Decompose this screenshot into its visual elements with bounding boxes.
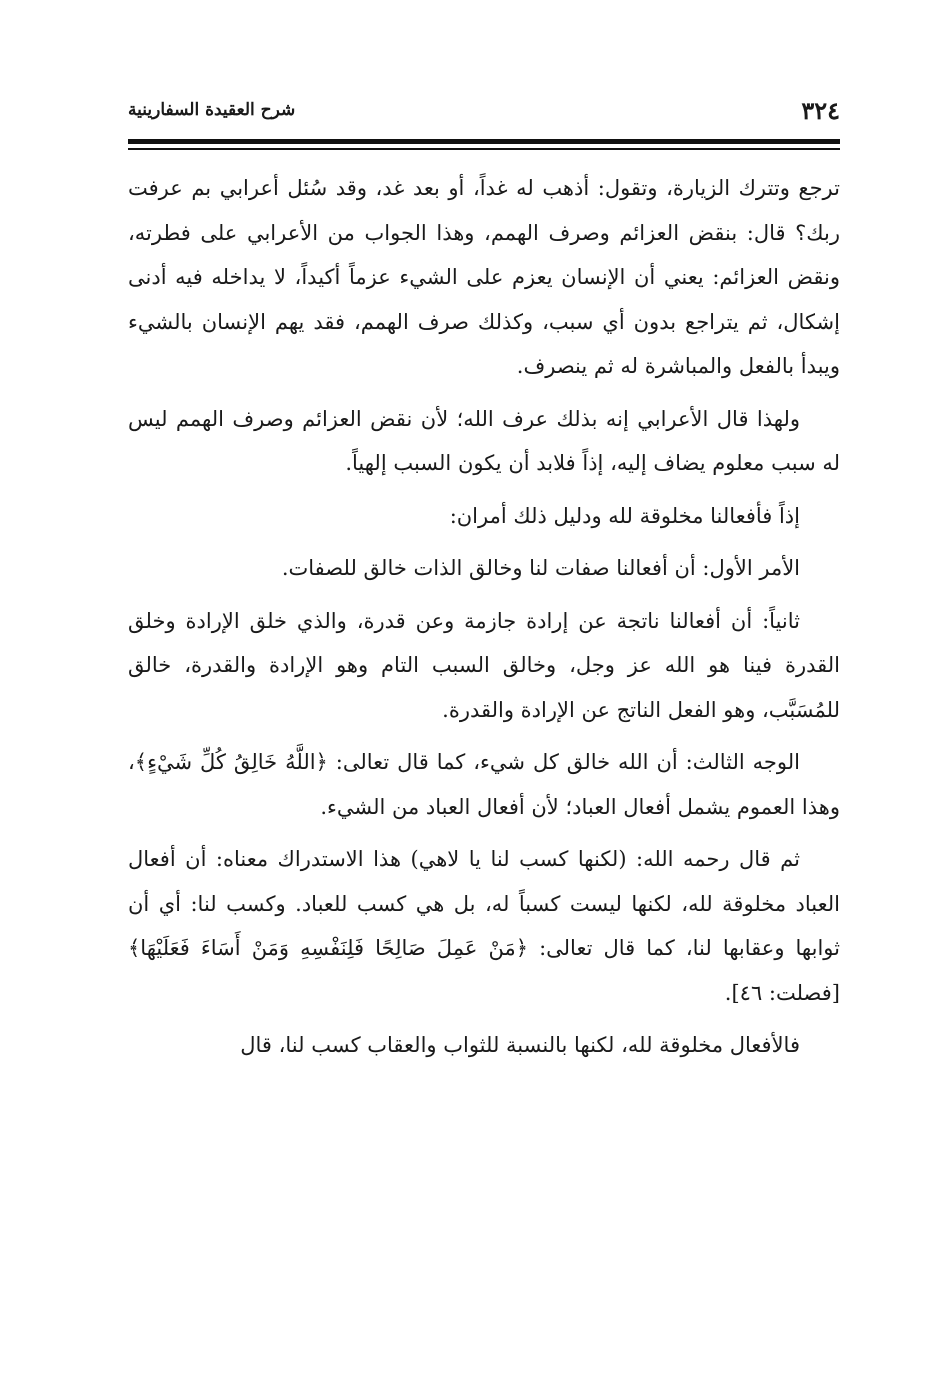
book-title: شرح العقيدة السفارينية (128, 100, 296, 120)
body-text (128, 166, 840, 1076)
paragraph-5: ثانياً: أن أفعالنا ناتجة عن إرادة جازمة وعن قدرة، والذي خلق الإرادة وخلق القدرة فينا هو الله عز وجل، وخالق السبب التام وهو الإرادة والقدرة، خالق للمُسَبَّب، وهو الفعل الناتج عن الإرادة والقدرة. (128, 608, 840, 722)
paragraph-8: فالأفعال مخلوقة لله، لكنها بالنسبة للثواب والعقاب كسب لنا، قال (240, 1033, 800, 1057)
paragraph-6: الوجه الثالث: أن الله خالق كل شيء، كما قال تعالى: ﴿اللَّهُ خَالِقُ كُلِّ شَيْءٍ﴾، وهذا العموم يشمل أفعال العباد؛ لأن أفعال العباد من الشيء. (128, 750, 840, 819)
header-rule-thin (128, 148, 840, 150)
paragraph-3: إذاً فأفعالنا مخلوقة لله ودليل ذلك أمران: (449, 503, 800, 528)
header-rule-thick (128, 139, 840, 144)
paragraph-4: الأمر الأول: أن أفعالنا صفات لنا وخالق الذات خالق للصفات. (281, 556, 800, 580)
running-head (128, 96, 840, 136)
paragraph-7: ثم قال رحمه الله: (لكنها كسب لنا يا لاهي) هذا الاستدراك معناه: أن أفعال العباد مخلوقة لله، لكنها ليست كسباً له، بل هي كسب للعباد. وكسب لنا: أي أن ثوابها وعقابها لنا، كما قال تعالى: ﴿مَنْ عَمِلَ صَالِحًا فَلِنَفْسِهِ وَمَنْ أَسَاءَ فَعَلَيْهَا﴾ [فصلت: ٤٦]. (128, 847, 840, 1005)
paragraph-2: ولهذا قال الأعرابي إنه بذلك عرف الله؛ لأن نقض العزائم وصرف الهمم ليس له سبب معلوم يضاف إليه، إذاً فلابد أن يكون السبب إلهياً. (128, 406, 840, 475)
paragraph-1: ترجع وتترك الزيارة، وتقول: أذهب له غداً، أو بعد غد، وقد سُئل أعرابي بم عرفت ربك؟ قال: بنقض العزائم وصرف الهمم، وهذا الجواب من الأعرابي على فطرته، ونقض العزائم: يعني أن الإنسان يعزم على الشيء عزماً أكيداً، لا يداخله فيه أدنى إشكال، ثم يتراجع بدون أي سبب، وكذلك صرف الهمم، فقد يهم الإنسان بالشيء ويبدأ بالفعل والمباشرة له ثم ينصرف. (128, 176, 840, 378)
page-number: ٣٢٤ (801, 96, 840, 125)
